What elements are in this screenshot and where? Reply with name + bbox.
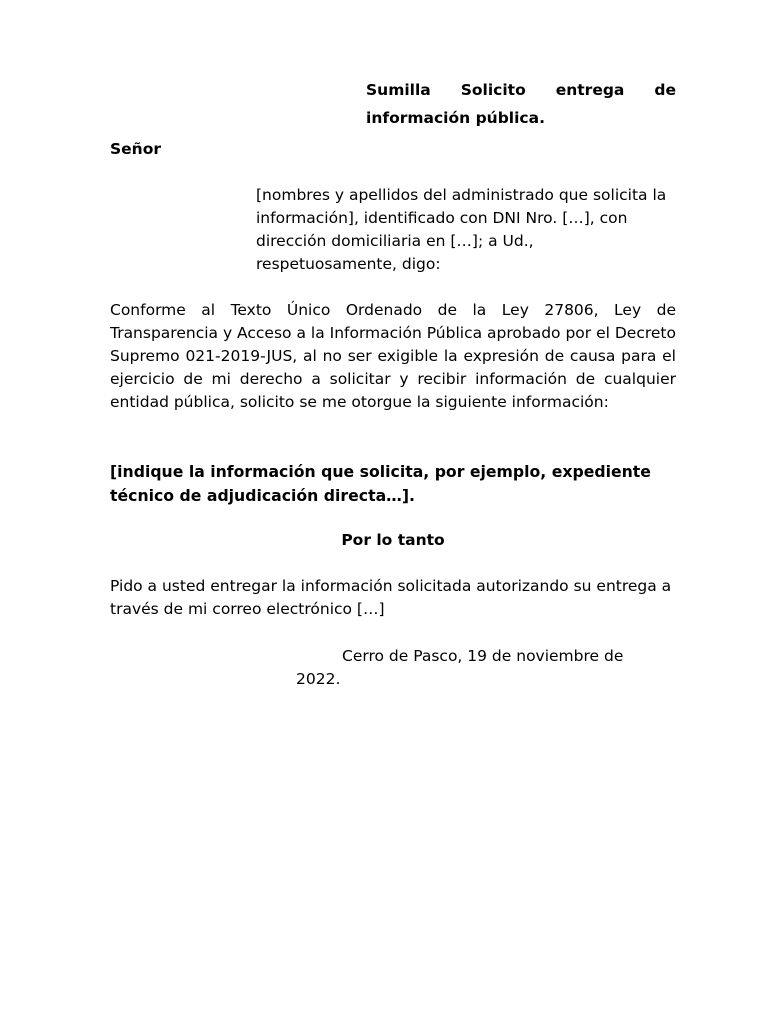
- sumilla-line-2: información pública.: [366, 109, 545, 127]
- date-line-1: Cerro de Pasco, 19 de noviembre de: [342, 647, 624, 665]
- por-lo-tanto-heading: Por lo tanto: [341, 531, 445, 549]
- sumilla-heading: [366, 76, 676, 132]
- salutation: Señor: [110, 140, 162, 158]
- date-line: [296, 645, 676, 691]
- request-placeholder: [indique la información que solicita, por ejemplo, expediente técnico de adjudicación directa…].: [110, 462, 651, 505]
- closing-paragraph: Pido a usted entregar la información solicitada autorizando su entrega a través de mi correo electrónico […]: [110, 577, 672, 618]
- body-paragraph: Conforme al Texto Único Ordenado de la Ley 27806, Ley de Transparencia y Acceso a la Información Pública aprobado por el Decreto Supremo 021-2019-JUS, al no ser exigible la expresión de causa para el ejercicio de mi derecho a solicitar y recibir información de cualquier entidad pública, solicito se me otorgue la siguiente información:: [110, 301, 676, 411]
- intro-paragraph: [nombres y apellidos del administrado que solicita la información], identificado con DNI Nro. […], con dirección domiciliaria en […]; a Ud., respetuosamente, digo:: [256, 186, 667, 273]
- sumilla-line-1: Sumilla Solicito entrega de: [366, 81, 676, 99]
- date-line-2: 2022.: [296, 670, 341, 688]
